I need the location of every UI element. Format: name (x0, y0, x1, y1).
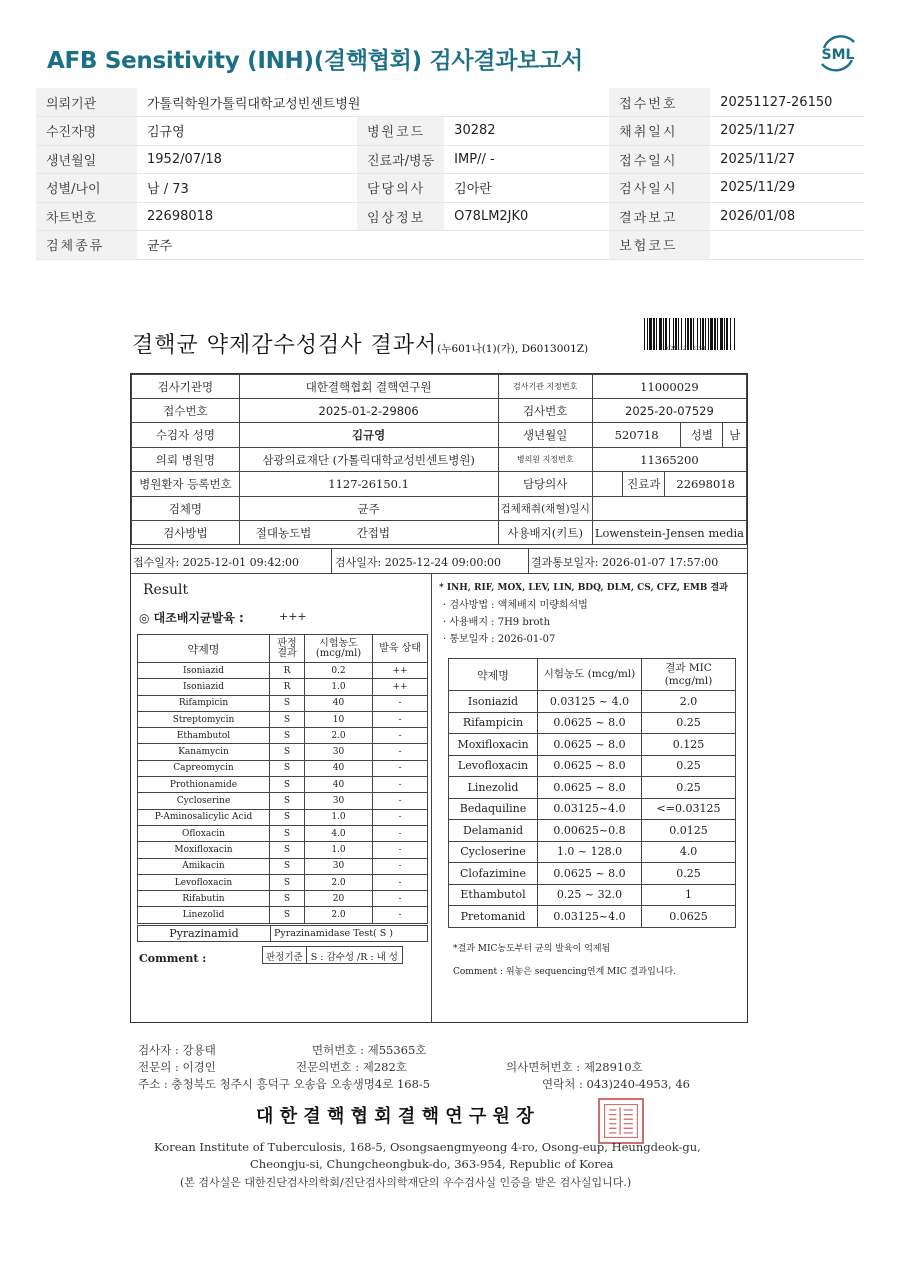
info-row (36, 202, 864, 231)
drug-row (138, 793, 428, 809)
barcode-bar (644, 318, 645, 350)
hospital-number-label: 병의원 지정번호 (498, 448, 592, 472)
test-date-label: 검사일시 (609, 174, 710, 203)
patient-name-value: 김규영 (137, 117, 357, 146)
control-growth-label: ◎ 대조배지균발육 : (139, 611, 244, 625)
col-header: 시험농도 (mcg/ml) (538, 659, 642, 691)
attending-doctor-label: 담당의사 (498, 472, 592, 497)
comment-label: Comment : (139, 952, 207, 965)
test-method-value-2: 간접법 (356, 525, 390, 540)
receipt-date-value: 2025/11/27 (710, 145, 864, 174)
examiner-license: 면허번호 : 제55365호 (312, 1043, 427, 1057)
received-date: 접수일자: 2025-12-01 09:42:00 (133, 556, 300, 569)
doctor-label: 담당의사 (357, 174, 444, 203)
page-title: AFB Sensitivity (INH)(결핵협회) 검사결과보고서 (47, 48, 583, 74)
drug-concentration: 30 (305, 744, 373, 760)
mic-range: 0.25 ~ 32.0 (538, 884, 642, 906)
mic-row (449, 884, 736, 906)
mic-drug-name: Isoniazid (449, 691, 538, 713)
drug-name: Prothionamide (138, 777, 270, 793)
pyrazinamidase-result: Pyrazinamidase Test( S ) (274, 928, 393, 939)
requesting-org-value: 가톨릭학원가톨릭대학교성빈센트병원 (137, 88, 609, 117)
drug-name: Capreomycin (138, 760, 270, 776)
certification-note: (본 검사실은 대한진단검사의학회/진단검사의학재단의 우수검사실 인증을 받은 검사실입니다.) (180, 1176, 632, 1189)
mic-result: 0.25 (642, 863, 736, 885)
barcode-bar (649, 318, 652, 350)
drug-name: Isoniazid (138, 663, 270, 679)
drug-growth: - (373, 711, 428, 727)
clinical-info-label: 임상정보 (357, 202, 444, 231)
mic-drug-name: Cycloserine (449, 841, 538, 863)
sex-age-label: 성별/나이 (36, 174, 137, 203)
solid-drug-table (137, 634, 428, 924)
test-method-value-1: 절대농도법 (255, 525, 312, 540)
address-en-1: Korean Institute of Tuberculosis, 168-5, Osongsaengmyeong 4-ro, Osong-eup, Heungdeok-gu, (154, 1140, 701, 1154)
info-row (36, 231, 864, 260)
media-value: Lowenstein-Jensen media (592, 521, 746, 545)
specialist: 전문의 : 이경인 (138, 1060, 216, 1074)
drug-growth: - (373, 858, 428, 874)
mic-drug-name: Rifampicin (449, 712, 538, 734)
drug-growth: - (373, 809, 428, 825)
drug-result: S (270, 825, 305, 841)
birth-date-label: 생년월일 (36, 145, 137, 174)
form-dept-label: 진료과 (623, 472, 665, 496)
drug-row (138, 760, 428, 776)
test-method-label: 검사방법 (132, 521, 240, 545)
department-value: IMP// - (444, 145, 609, 174)
susceptibility-report-form (130, 373, 748, 1023)
solid-media-results (131, 574, 432, 1023)
drug-concentration: 0.2 (305, 663, 373, 679)
lab-name-value: 대한결핵협회 결핵연구원 (239, 375, 498, 399)
official-seal (598, 1098, 644, 1144)
mic-drug-name: Clofazimine (449, 863, 538, 885)
logo-text: SML (821, 47, 855, 63)
drug-result: S (270, 842, 305, 858)
mic-row (449, 906, 736, 928)
collection-date-value: 2025/11/27 (710, 117, 864, 146)
mic-row (449, 712, 736, 734)
barcode-bar (647, 318, 648, 350)
examiner: 검사자 : 강용태 (138, 1043, 216, 1057)
insurance-code-value (710, 231, 864, 260)
mic-drug-name: Pretomanid (449, 906, 538, 928)
hospital-code-value: 30282 (444, 117, 609, 146)
form-dob-value: 520718 (593, 423, 681, 447)
mic-drug-name: Ethambutol (449, 884, 538, 906)
drug-name: Streptomycin (138, 711, 270, 727)
drug-name: Rifabutin (138, 891, 270, 907)
drug-row (138, 858, 428, 874)
drug-row (138, 744, 428, 760)
criteria-value: S : 감수성 /R : 내 성 (310, 952, 398, 963)
drug-row (138, 663, 428, 679)
clinical-info-value: O78LM2JK0 (444, 202, 609, 231)
drug-name: Kanamycin (138, 744, 270, 760)
mic-range: 0.03125~4.0 (538, 798, 642, 820)
col-header: 약제명 (138, 635, 270, 663)
barcode-bar (653, 318, 655, 350)
form-header-table (131, 374, 747, 545)
mic-row (449, 734, 736, 756)
drug-concentration: 1.0 (305, 679, 373, 695)
drug-result: S (270, 711, 305, 727)
tested-date: 검사일자: 2025-12-24 09:00:00 (335, 556, 502, 569)
drug-row (138, 679, 428, 695)
report-date-label: 결과보고 (609, 202, 710, 231)
chart-no-label: 차트번호 (36, 202, 137, 231)
drug-result: S (270, 874, 305, 890)
media-label: 사용배지(키트) (498, 521, 592, 545)
drug-concentration: 30 (305, 858, 373, 874)
drug-result: S (270, 760, 305, 776)
col-header: 시험농도 (mcg/ml) (305, 635, 373, 663)
barcode-bar (726, 318, 728, 350)
drug-row (138, 711, 428, 727)
drug-row (138, 825, 428, 841)
attending-doctor-value (593, 472, 623, 496)
barcode-bar (708, 318, 709, 350)
drug-name: Amikacin (138, 858, 270, 874)
department-label: 진료과/병동 (357, 145, 444, 174)
drug-result: S (270, 744, 305, 760)
drug-concentration: 2.0 (305, 907, 373, 923)
drug-row (138, 695, 428, 711)
drug-row (138, 907, 428, 923)
specialist-number: 전문의번호 : 제282호 (296, 1060, 407, 1074)
drug-growth: - (373, 728, 428, 744)
mic-row (449, 820, 736, 842)
mic-row (449, 798, 736, 820)
drug-concentration: 2.0 (305, 728, 373, 744)
drug-growth: - (373, 842, 428, 858)
chart-no-value: 22698018 (137, 202, 357, 231)
criteria-label: 판정기준 (263, 947, 307, 963)
drug-result: R (270, 663, 305, 679)
drug-growth: - (373, 874, 428, 890)
drug-growth: - (373, 825, 428, 841)
drug-row (138, 809, 428, 825)
patient-name-label: 수진자명 (36, 117, 137, 146)
sex-age-value: 남 / 73 (137, 174, 357, 203)
mic-range: 0.0625 ~ 8.0 (538, 712, 642, 734)
test-number-value: 2025-20-07529 (592, 399, 746, 423)
info-row (36, 117, 864, 146)
mic-range: 1.0 ~ 128.0 (538, 841, 642, 863)
barcode-bar (717, 318, 718, 350)
drug-growth: ++ (373, 663, 428, 679)
info-row (36, 88, 864, 117)
drug-row (138, 728, 428, 744)
barcode-bar (656, 318, 657, 350)
mic-comment: Comment : 위놓은 sequencing연계 MIC 결과입니다. (453, 967, 677, 977)
mic-result: 0.25 (642, 777, 736, 799)
col-header: 결과 MIC (mcg/ml) (642, 659, 736, 691)
barcode-bar (659, 318, 662, 350)
mic-drug-name: Levofloxacin (449, 755, 538, 777)
drug-row (138, 777, 428, 793)
mic-result: 2.0 (642, 691, 736, 713)
requesting-org-label: 의뢰기관 (36, 88, 137, 117)
drug-result: S (270, 858, 305, 874)
registration-no-label: 병원환자 등록번호 (132, 472, 240, 497)
drug-row (138, 891, 428, 907)
drug-name: P-Aminosalicylic Acid (138, 809, 270, 825)
mic-note: *결과 MIC농도부터 균의 발육이 억제됨 (453, 944, 611, 954)
barcode-number: 2025112726150 (664, 346, 706, 352)
drug-concentration: 40 (305, 760, 373, 776)
mic-result: 0.25 (642, 755, 736, 777)
drug-name: Cycloserine (138, 793, 270, 809)
drug-name: Levofloxacin (138, 874, 270, 890)
test-date-value: 2025/11/29 (710, 174, 864, 203)
test-number-label: 검사번호 (498, 399, 592, 423)
drug-name: Ethambutol (138, 728, 270, 744)
form-receipt-value: 2025-01-2-29806 (239, 399, 498, 423)
dates-row (131, 548, 748, 574)
form-title: 결핵균 약제감수성검사 결과서(누601나(1)(가), D6013001Z) (132, 333, 589, 358)
barcode-bar (730, 318, 731, 350)
collection-time-label: 검체채취(채혈)일시 (498, 497, 592, 521)
barcode-bar (714, 318, 716, 350)
mic-media: · 사용배지 : 7H9 broth (443, 617, 551, 628)
pyrazinamide-name: Pyrazinamid (169, 927, 239, 940)
report-date-value: 2026/01/08 (710, 202, 864, 231)
mic-report-date: · 통보일자 : 2026-01-07 (443, 634, 556, 645)
barcode-bar (724, 318, 725, 350)
birth-date-value: 1952/07/18 (137, 145, 357, 174)
mic-result: 4.0 (642, 841, 736, 863)
mic-range: 0.03125 ~ 4.0 (538, 691, 642, 713)
drug-name: Isoniazid (138, 679, 270, 695)
drug-growth: - (373, 891, 428, 907)
drug-growth: ++ (373, 679, 428, 695)
drug-growth: - (373, 744, 428, 760)
drug-concentration: 10 (305, 711, 373, 727)
mic-drug-name: Delamanid (449, 820, 538, 842)
pyrazinamide-row (137, 925, 428, 942)
registration-no-value: 1127-26150.1 (239, 472, 498, 497)
mic-drug-name: Linezolid (449, 777, 538, 799)
lab-code-value: 11000029 (592, 375, 746, 399)
mic-result: 1 (642, 884, 736, 906)
drug-row (138, 874, 428, 890)
mic-heading: * INH, RIF, MOX, LEV, LIN, BDQ, DLM, CS, CFZ, EMB 결과 (439, 583, 728, 593)
mic-row (449, 691, 736, 713)
barcode-bar (710, 318, 713, 350)
lab-name-label: 검사기관명 (132, 375, 240, 399)
mic-result: <=0.03125 (642, 798, 736, 820)
mic-result: 0.125 (642, 734, 736, 756)
drug-concentration: 30 (305, 793, 373, 809)
info-row (36, 145, 864, 174)
patient-info-table (36, 88, 864, 260)
specimen-name-value: 균주 (239, 497, 498, 521)
drug-result: S (270, 809, 305, 825)
result-label: Result (143, 582, 189, 598)
mic-row (449, 777, 736, 799)
sml-logo (814, 30, 862, 76)
mic-range: 0.0625 ~ 8.0 (538, 734, 642, 756)
mic-range: 0.0625 ~ 8.0 (538, 755, 642, 777)
drug-growth: - (373, 695, 428, 711)
receipt-no-label: 접수번호 (609, 88, 710, 117)
drug-result: S (270, 728, 305, 744)
mic-range: 0.0625 ~ 8.0 (538, 777, 642, 799)
lab-code-label: 검사기관 지정번호 (498, 375, 592, 399)
drug-growth: - (373, 777, 428, 793)
criteria-box (262, 946, 403, 964)
barcode-bar (720, 318, 723, 350)
info-row (36, 174, 864, 203)
collection-date-label: 채취일시 (609, 117, 710, 146)
drug-concentration: 2.0 (305, 874, 373, 890)
drug-concentration: 1.0 (305, 809, 373, 825)
drug-concentration: 20 (305, 891, 373, 907)
table-header-row (138, 635, 428, 663)
mic-table (448, 658, 736, 928)
mic-method: · 검사방법 : 액체배지 미량희석법 (443, 600, 588, 611)
receipt-no-value: 20251127-26150 (710, 88, 864, 117)
form-receipt-label: 접수번호 (132, 399, 240, 423)
requesting-hospital-label: 의뢰 병원명 (132, 448, 240, 472)
drug-name: Rifampicin (138, 695, 270, 711)
form-sex-value: 남 (729, 428, 741, 442)
barcode-bar (734, 318, 735, 350)
drug-name: Ofloxacin (138, 825, 270, 841)
drug-concentration: 40 (305, 777, 373, 793)
drug-result: S (270, 793, 305, 809)
control-growth-value: +++ (279, 610, 307, 623)
hospital-code-label: 병원코드 (357, 117, 444, 146)
mic-drug-name: Bedaquiline (449, 798, 538, 820)
drug-result: R (270, 679, 305, 695)
form-sex-label: 성별 (681, 423, 723, 447)
receipt-date-label: 접수일시 (609, 145, 710, 174)
mic-row (449, 863, 736, 885)
col-header: 발육 상태 (373, 635, 428, 663)
form-dept-value: 22698018 (676, 477, 735, 491)
drug-concentration: 40 (305, 695, 373, 711)
mic-result: 0.25 (642, 712, 736, 734)
form-dob-label: 생년월일 (498, 423, 592, 448)
examinee-name-label: 수검자 성명 (132, 423, 240, 448)
institute-signature: 대 한 결 핵 협 회 결 핵 연 구 원 장 (256, 1106, 534, 1127)
specimen-type-label: 검체종류 (36, 231, 137, 260)
contact: 연락처 : 043)240-4953, 46 (542, 1077, 690, 1091)
address-en-2: Cheongju-si, Chungcheongbuk-do, 363-954, Republic of Korea (250, 1157, 614, 1171)
col-header: 약제명 (449, 659, 538, 691)
mic-result: 0.0125 (642, 820, 736, 842)
table-header-row (449, 659, 736, 691)
insurance-code-label: 보험코드 (609, 231, 710, 260)
drug-growth: - (373, 907, 428, 923)
specimen-name-label: 검체명 (132, 497, 240, 521)
drug-result: S (270, 695, 305, 711)
drug-concentration: 1.0 (305, 842, 373, 858)
address: 주소 : 충청북도 청주시 흥덕구 오송읍 오송생명4로 168-5 (138, 1077, 431, 1091)
doctor-value: 김아란 (444, 174, 609, 203)
drug-growth: - (373, 760, 428, 776)
mic-range: 0.0625 ~ 8.0 (538, 863, 642, 885)
mic-range: 0.00625~0.8 (538, 820, 642, 842)
drug-concentration: 4.0 (305, 825, 373, 841)
drug-name: Linezolid (138, 907, 270, 923)
hospital-number-value: 11365200 (592, 448, 746, 472)
drug-result: S (270, 891, 305, 907)
requesting-hospital-value: 삼광의료재단 (가톨릭대학교성빈센트병원) (239, 448, 498, 472)
mic-range: 0.03125~4.0 (538, 906, 642, 928)
reported-date: 결과통보일자: 2026-01-07 17:57:00 (531, 556, 719, 569)
mic-drug-name: Moxifloxacin (449, 734, 538, 756)
form-title-code: (누601나(1)(가), D6013001Z) (437, 343, 589, 355)
drug-result: S (270, 907, 305, 923)
mic-row (449, 755, 736, 777)
mic-result: 0.0625 (642, 906, 736, 928)
specimen-type-value: 균주 (137, 231, 609, 260)
liquid-mic-results (433, 574, 748, 1023)
drug-growth: - (373, 793, 428, 809)
doctor-license: 의사면허번호 : 제28910호 (506, 1060, 643, 1074)
drug-row (138, 842, 428, 858)
drug-result: S (270, 777, 305, 793)
drug-name: Moxifloxacin (138, 842, 270, 858)
col-header: 판정 결과 (270, 635, 305, 663)
mic-row (449, 841, 736, 863)
collection-time-value (592, 497, 746, 521)
examinee-name-value: 김규영 (239, 423, 498, 448)
